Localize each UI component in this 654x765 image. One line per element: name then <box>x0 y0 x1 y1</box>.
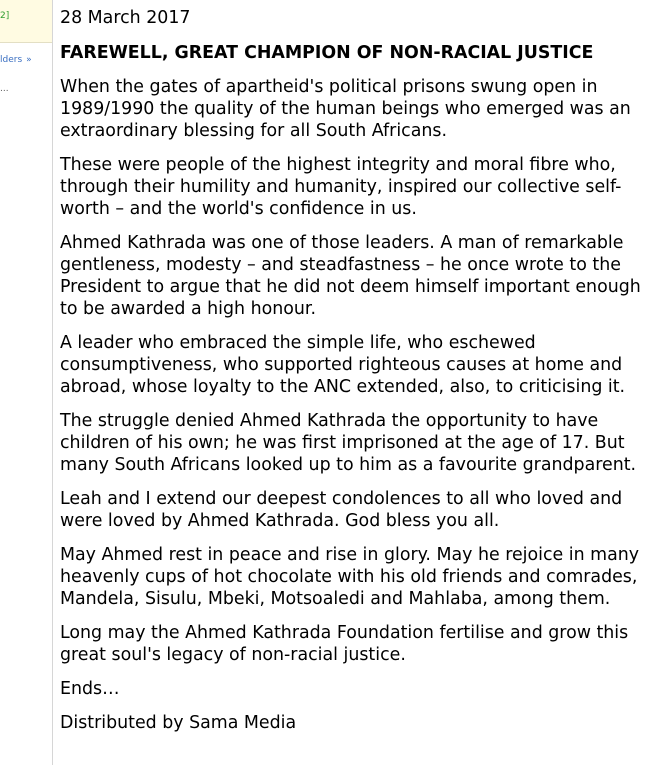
sidebar-item-count: 2] <box>0 11 10 21</box>
paragraph-1: When the gates of apartheid's political prisons swung open in 1989/1990 the quality of the human beings who emerged was an extraordinary blessing for all South Africans. <box>60 77 631 141</box>
folders-link[interactable] <box>0 55 32 65</box>
paragraph-5: The struggle denied Ahmed Kathrada the opportunity to have children of his own; he was first imprisoned at the age of 17. But many South Africans looked up to him as a favourite grandparent. <box>60 411 637 475</box>
sidebar-highlight-row[interactable] <box>0 0 52 43</box>
distributed-by: Distributed by Sama Media <box>60 713 297 733</box>
paragraph-4: A leader who embraced the simple life, who eschewed consumptiveness, who supported righteous causes at home and abroad, whose loyalty to the ANC extended, also, to criticising it. <box>60 333 626 397</box>
release-ends: Ends… <box>60 679 120 699</box>
paragraph-2: These were people of the highest integrity and moral fibre who, through their humility and humanity, inspired our collective self-worth – and the world's confidence in us. <box>60 155 622 219</box>
paragraph-3: Ahmed Kathrada was one of those leaders. A man of remarkable gentleness, modesty – and steadfastness – he once wrote to the President to argue that he did not deem himself important enough to be awarded a high honour. <box>60 233 641 319</box>
folders-link-label: lders <box>0 55 23 65</box>
chevron-double-down-icon: » <box>26 55 32 65</box>
release-headline: FAREWELL, GREAT CHAMPION OF NON-RACIAL JUSTICE <box>60 43 594 63</box>
paragraph-8: Long may the Ahmed Kathrada Foundation fertilise and grow this great soul's legacy of non-racial justice. <box>60 623 629 665</box>
mail-sidebar <box>0 0 53 765</box>
paragraph-7: May Ahmed rest in peace and rise in glory. May he rejoice in many heavenly cups of hot chocolate with his old friends and comrades, Mandela, Sisulu, Mbeki, Motsoaledi and Mahlaba, among them. <box>60 545 640 609</box>
sidebar-more-ellipsis[interactable]: ... <box>0 84 9 94</box>
paragraph-6: Leah and I extend our deepest condolences to all who loved and were loved by Ahmed Kathrada. God bless you all. <box>60 489 623 531</box>
press-release-body <box>60 7 648 746</box>
release-date: 28 March 2017 <box>60 8 191 28</box>
